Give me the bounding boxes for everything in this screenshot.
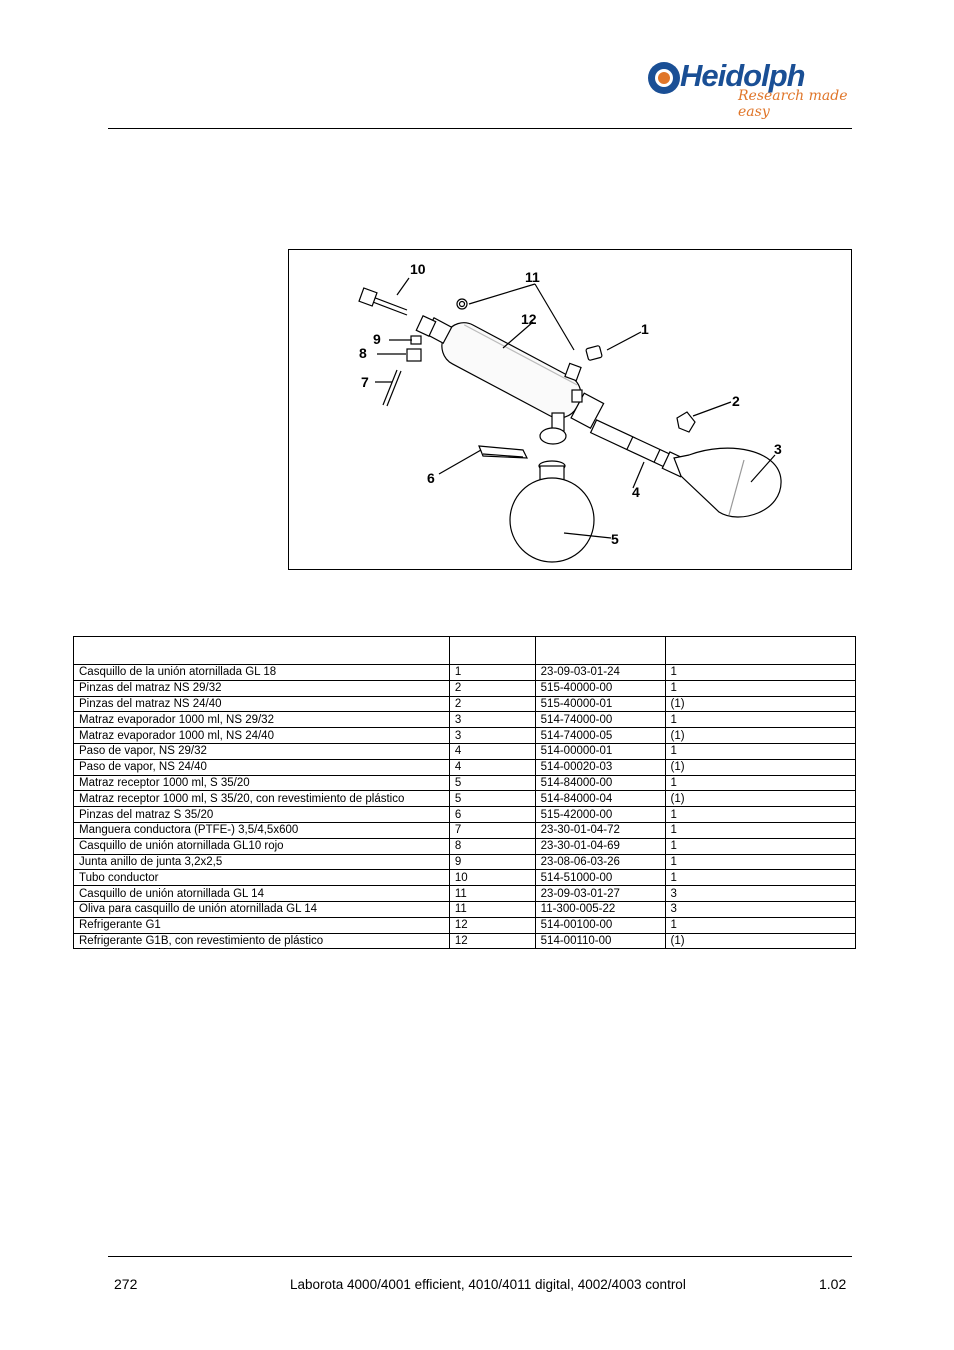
part-quantity: (1) (665, 933, 855, 949)
column-header (74, 637, 450, 665)
part-quantity: 1 (665, 743, 855, 759)
part-number: 514-00000-01 (535, 743, 665, 759)
footer-divider (108, 1256, 852, 1257)
callout-12: 12 (521, 311, 537, 327)
part-description: Casquillo de unión atornillada GL 14 (74, 886, 450, 902)
part-number: 514-74000-05 (535, 728, 665, 744)
part-number: 515-40000-00 (535, 680, 665, 696)
table-row (74, 743, 856, 759)
part-number: 515-42000-00 (535, 807, 665, 823)
part-description: Manguera conductora (PTFE-) 3,5/4,5x600 (74, 822, 450, 838)
table-row (74, 933, 856, 949)
part-description: Pinzas del matraz NS 29/32 (74, 680, 450, 696)
part-number: 23-09-03-01-27 (535, 886, 665, 902)
part-quantity: 3 (665, 901, 855, 917)
table-row (74, 838, 856, 854)
table-row (74, 822, 856, 838)
rotary-evaporator-drawing (289, 250, 853, 571)
part-number: 514-00110-00 (535, 933, 665, 949)
part-position: 12 (449, 917, 535, 933)
part-quantity: 1 (665, 822, 855, 838)
part-position: 10 (449, 870, 535, 886)
part-description: Oliva para casquillo de unión atornillada GL 14 (74, 901, 450, 917)
part-quantity: 1 (665, 854, 855, 870)
part-description: Matraz receptor 1000 ml, S 35/20, con revestimiento de plástico (74, 791, 450, 807)
table-row (74, 696, 856, 712)
part-number: 515-40000-01 (535, 696, 665, 712)
part-position: 1 (449, 665, 535, 681)
part-description: Casquillo de unión atornillada GL10 rojo (74, 838, 450, 854)
table-row (74, 854, 856, 870)
callout-3: 3 (774, 441, 782, 457)
part-number: 514-00100-00 (535, 917, 665, 933)
part-quantity: 1 (665, 917, 855, 933)
table-row (74, 886, 856, 902)
part-description: Refrigerante G1 (74, 917, 450, 933)
header-divider (108, 128, 852, 129)
table-row (74, 775, 856, 791)
part-quantity: (1) (665, 791, 855, 807)
table-header-row (74, 637, 856, 665)
column-header (449, 637, 535, 665)
logo-wordmark: Heidolph (680, 58, 805, 93)
part-number: 514-00020-03 (535, 759, 665, 775)
column-header (535, 637, 665, 665)
callout-9: 9 (373, 331, 381, 347)
part-number: 23-08-06-03-26 (535, 854, 665, 870)
spare-parts-table (73, 636, 856, 949)
part-position: 5 (449, 775, 535, 791)
part-quantity: 1 (665, 807, 855, 823)
part-description: Matraz evaporador 1000 ml, NS 29/32 (74, 712, 450, 728)
part-position: 11 (449, 886, 535, 902)
logo-mark-icon (646, 58, 682, 98)
part-position: 6 (449, 807, 535, 823)
callout-4: 4 (632, 484, 640, 500)
part-description: Matraz receptor 1000 ml, S 35/20 (74, 775, 450, 791)
part-position: 5 (449, 791, 535, 807)
callout-1: 1 (641, 321, 649, 337)
part-description: Junta anillo de junta 3,2x2,5 (74, 854, 450, 870)
part-quantity: 1 (665, 665, 855, 681)
table-row (74, 680, 856, 696)
part-number: 514-84000-00 (535, 775, 665, 791)
part-description: Paso de vapor, NS 29/32 (74, 743, 450, 759)
part-quantity: (1) (665, 728, 855, 744)
part-description: Paso de vapor, NS 24/40 (74, 759, 450, 775)
part-number: 11-300-005-22 (535, 901, 665, 917)
part-position: 11 (449, 901, 535, 917)
part-description: Casquillo de la unión atornillada GL 18 (74, 665, 450, 681)
callout-10: 10 (410, 261, 426, 277)
column-header (665, 637, 855, 665)
callout-11: 11 (525, 269, 540, 285)
part-description: Pinzas del matraz NS 24/40 (74, 696, 450, 712)
part-quantity: 1 (665, 712, 855, 728)
callout-7: 7 (361, 374, 369, 390)
part-number: 514-74000-00 (535, 712, 665, 728)
table-row (74, 665, 856, 681)
part-quantity: (1) (665, 759, 855, 775)
part-position: 9 (449, 854, 535, 870)
part-position: 7 (449, 822, 535, 838)
table-row (74, 712, 856, 728)
table-row (74, 901, 856, 917)
part-number: 23-30-01-04-69 (535, 838, 665, 854)
part-number: 514-84000-04 (535, 791, 665, 807)
part-quantity: 1 (665, 680, 855, 696)
part-position: 4 (449, 759, 535, 775)
part-position: 8 (449, 838, 535, 854)
part-quantity: 1 (665, 775, 855, 791)
part-description: Pinzas del matraz S 35/20 (74, 807, 450, 823)
table-row (74, 870, 856, 886)
part-number: 23-09-03-01-24 (535, 665, 665, 681)
part-position: 2 (449, 696, 535, 712)
callout-6: 6 (427, 470, 435, 486)
part-position: 12 (449, 933, 535, 949)
document-version: 1.02 (819, 1276, 847, 1292)
part-description: Matraz evaporador 1000 ml, NS 24/40 (74, 728, 450, 744)
part-position: 2 (449, 680, 535, 696)
part-description: Refrigerante G1B, con revestimiento de plástico (74, 933, 450, 949)
callout-5: 5 (611, 531, 619, 547)
table-row (74, 791, 856, 807)
part-position: 3 (449, 728, 535, 744)
part-description: Tubo conductor (74, 870, 450, 886)
part-quantity: 3 (665, 886, 855, 902)
page-number: 272 (114, 1276, 138, 1292)
part-quantity: 1 (665, 838, 855, 854)
table-row (74, 728, 856, 744)
table-row (74, 759, 856, 775)
callout-8: 8 (359, 345, 367, 361)
part-position: 4 (449, 743, 535, 759)
logo-tagline: Research made easy (738, 88, 848, 120)
callout-2: 2 (732, 393, 740, 409)
part-quantity: (1) (665, 696, 855, 712)
table-row (74, 917, 856, 933)
heidolph-logo (646, 54, 856, 120)
table-row (74, 807, 856, 823)
part-number: 514-51000-00 (535, 870, 665, 886)
part-number: 23-30-01-04-72 (535, 822, 665, 838)
footer-manual-title: Laborota 4000/4001 efficient, 4010/4011 digital, 4002/4003 control (290, 1277, 686, 1292)
part-position: 3 (449, 712, 535, 728)
exploded-parts-diagram (288, 249, 852, 570)
part-quantity: 1 (665, 870, 855, 886)
